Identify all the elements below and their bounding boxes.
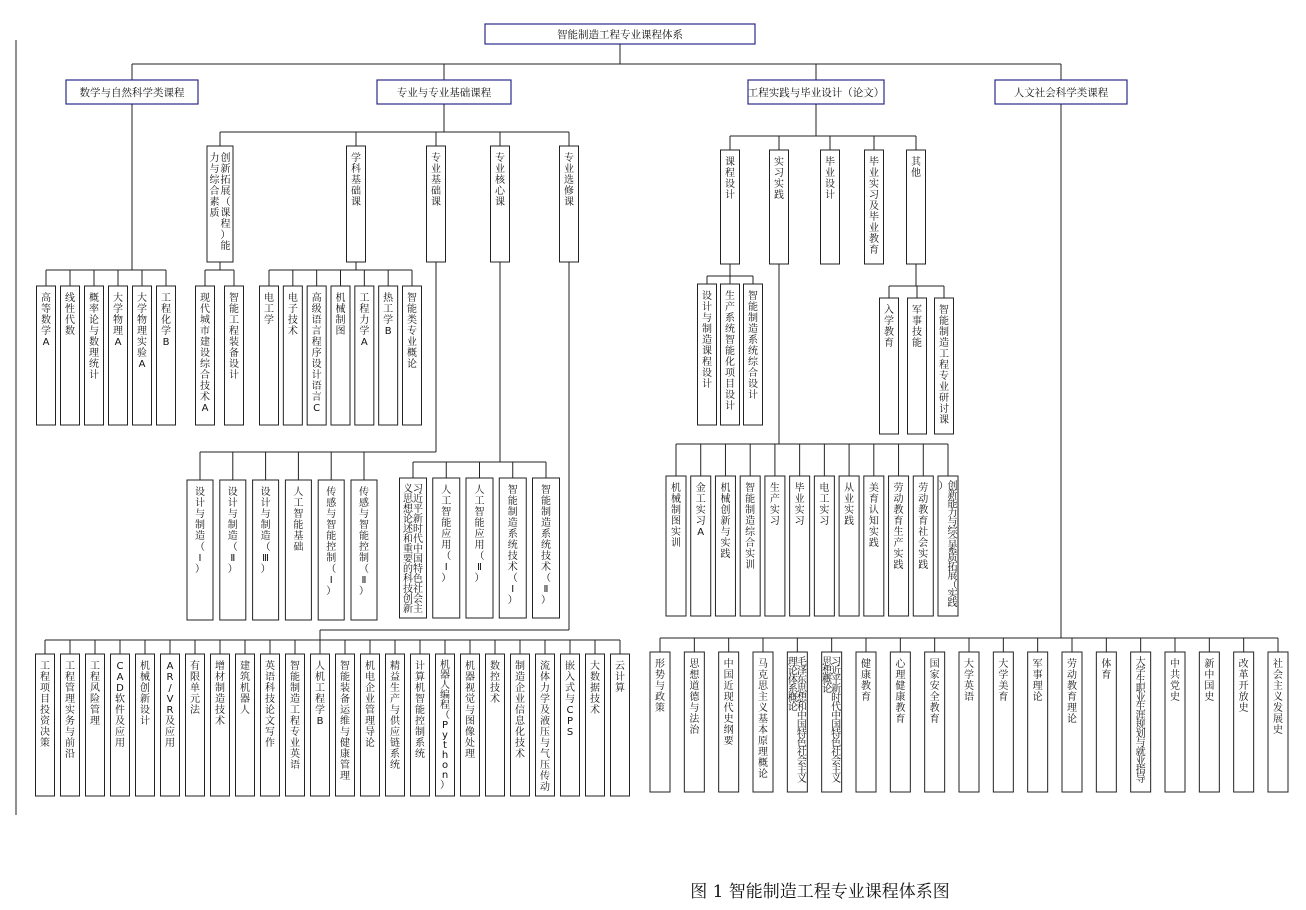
elective-course-18-label: 机器视觉与图像处理 [465,661,475,760]
humanities-course-18-label: 改革开放史 [1238,659,1249,714]
elective-course-18 [461,654,480,796]
humanities-course-10-label: 大学英语 [964,659,974,703]
elective-course-9 [236,654,255,796]
prac-group-3 [821,150,840,264]
humanities-course-1 [650,652,670,792]
internship-3-label: 机械创新与实践 [720,483,731,560]
foundation-course-5 [318,480,344,620]
elective-course-17-label: 机器人编程（ P y t h o n ） [440,660,450,791]
foundation-course-5-label: 传感与智能控制（ Ⅰ ） [326,487,337,597]
humanities-course-19-label: 社会主义发展史 [1273,659,1283,736]
humanities-course-19 [1268,652,1288,792]
internship-5 [765,476,785,616]
other-practice-1-label: 入学教育 [884,305,894,349]
category-prof-label: 专业与专业基础课程 [396,87,492,99]
foundation-course-6 [351,480,377,620]
category-math [66,80,198,104]
humanities-course-12-label: 军事理论 [1032,659,1043,703]
elective-course-20 [511,654,530,796]
humanities-course-16-label: 中共党史 [1170,659,1180,703]
humanities-course-12 [1028,652,1048,792]
discipline-course-1 [260,286,279,425]
elective-course-5-label: 机械创新设计 [140,661,150,727]
elective-course-14-label: 机电企业管理导论 [365,661,375,749]
discipline-course-4 [331,286,350,425]
math-course-5-label: 大学物理实验 A [137,293,147,370]
core-course-3 [466,478,493,618]
discipline-course-2 [283,286,302,425]
elective-course-2-label: 工程管理实务与前沿 [65,661,75,760]
core-course-1 [400,478,427,618]
humanities-course-15 [1131,652,1151,792]
math-course-6 [157,286,176,425]
internship-4-label: 智能制造综合实训 [745,483,756,571]
elective-course-10 [261,654,280,796]
discipline-course-4-label: 机械制图 [335,293,346,337]
elective-course-1 [36,654,55,796]
humanities-course-3-label: 中国近现代史纲要 [723,659,734,747]
category-human [995,80,1127,104]
category-prac-label: 工程实践与毕业设计（论文） [747,87,885,99]
humanities-course-14-label: 体育 [1101,659,1112,681]
discipline-course-3-label: 高级语言程序设计语言 C [311,293,322,414]
elective-course-3-label: 工程风险管理 [90,661,100,727]
internship-10-label: 劳动教育生产实践 [893,483,904,571]
prof-group-4 [491,146,510,262]
humanities-course-8-label: 心理健康教育 [895,659,906,725]
elective-course-10-label: 英语科技论文写作 [265,661,275,749]
foundation-course-2-label: 设计与制造（ Ⅱ ） [227,487,238,575]
category-math-label: 数学与自然科学类课程 [79,87,185,99]
core-course-2 [433,478,460,618]
root-box [485,24,755,44]
discipline-course-5-label: 工程力学 A [359,293,370,348]
humanities-course-11-label: 大学美育 [998,659,1009,703]
internship-6-label: 毕业实习 [794,483,805,527]
core-course-4-label: 智能制造系统技术（ Ⅰ ） [507,485,518,606]
math-course-3-label: 概率论与数理统计 [89,293,99,381]
internship-2-label: 金工实习 A [695,483,706,538]
prac-group-5-label: 其他 [911,157,921,179]
humanities-course-2-label: 思想道德与法治 [689,659,700,736]
humanities-course-7-label: 健康教育 [861,659,871,703]
prac-group-3-label: 毕业设计 [825,157,835,201]
elective-course-23 [586,654,605,796]
prof-group-1-label: 创新拓展（课程）能力与综合素质 [209,153,231,252]
foundation-course-3-label: 设计与制造（ Ⅲ ） [260,487,271,575]
internship-4 [740,476,760,616]
prof-group-3 [427,146,446,262]
elective-course-4-label: C A D 软件及应用 [115,661,125,749]
elective-course-20-label: 制造企业信息化技术 [515,661,525,760]
elective-course-4 [111,654,130,796]
internship-9-label: 美育认知实践 [868,483,879,549]
elective-course-7 [186,654,205,796]
humanities-course-16 [1165,652,1185,792]
humanities-course-13-label: 劳动教育理论 [1067,659,1077,725]
prac-group-4 [865,150,884,264]
humanities-course-6 [822,652,842,792]
other-practice-2 [908,298,927,434]
elective-course-22-label: 嵌入式与 C P S [565,661,575,738]
prof-group-2 [347,146,366,262]
course-design-2-label: 生产系统智能化项目设计 [725,291,735,412]
internship-3 [715,476,735,616]
discipline-course-7 [403,286,422,425]
math-course-2-label: 线性代数 [65,293,75,337]
math-course-3 [85,286,104,425]
category-prac [748,80,885,104]
humanities-course-18 [1234,652,1254,792]
innovation-course-2-label: 智能工程装备设计 [229,293,239,381]
prac-group-1-label: 课程设计 [725,157,735,201]
elective-course-16 [411,654,430,796]
internship-7 [814,476,834,616]
internship-1-label: 机械制图实训 [671,483,681,549]
figure-caption: 图 1 智能制造工程专业课程体系图 [690,882,950,902]
course-design-3-label: 智能制造系统综合设计 [748,291,758,401]
course-design-1 [698,284,717,425]
humanities-course-1-label: 形势与政策 [655,659,665,714]
internship-8 [839,476,859,616]
root-box-label: 智能制造工程专业课程体系 [557,29,683,41]
elective-course-21-label: 流体力学及液压与气压传动 [540,661,550,793]
discipline-course-6-label: 热工学 B [383,293,394,337]
humanities-course-7 [856,652,876,792]
humanities-course-3 [719,652,739,792]
humanities-course-2 [684,652,704,792]
elective-course-12 [311,654,330,796]
prac-group-5 [907,150,926,264]
core-course-1-label: 习近平新时代中国特色社会主义思想论述和重要的科技创新 [403,484,423,615]
math-course-1-label: 高等数学 A [41,293,51,348]
prof-group-1 [207,146,233,262]
course-design-2 [721,284,740,425]
elective-course-19 [486,654,505,796]
humanities-course-5 [787,652,808,792]
elective-course-23-label: 大数据技术 [590,661,600,716]
humanities-course-5-label: 毛泽东思想和中国特色社会主义理论体系概论 [787,657,807,785]
discipline-course-3 [307,286,326,425]
category-human-label: 人文社会科学类课程 [1013,87,1109,99]
core-course-4 [499,478,526,618]
core-course-5-label: 智能制造系统技术（ Ⅱ ） [541,485,551,606]
humanities-course-14 [1096,652,1116,792]
humanities-course-4-label: 马克思主义基本原理概论 [758,659,768,780]
category-prof [377,80,511,104]
elective-course-15-label: 精益生产与供应链系统 [390,661,400,771]
prac-group-1 [721,150,740,264]
foundation-course-1 [187,480,213,620]
elective-course-6-label: A R / V R 及应用 [165,661,175,749]
elective-course-3 [86,654,105,796]
math-course-4-label: 大学物理 A [113,293,123,348]
humanities-course-17 [1199,652,1219,792]
prac-group-2 [770,150,789,264]
foundation-course-4-label: 人工智能基础 [293,487,304,553]
innovation-course-2 [225,286,244,425]
elective-course-24-label: 云计算 [615,661,625,694]
internship-5-label: 生产实习 [769,483,780,527]
internship-8-label: 从业实践 [844,483,855,527]
elective-course-11 [286,654,305,796]
internship-11 [913,476,933,616]
elective-course-22 [561,654,580,796]
core-course-3-label: 人工智能应用（ Ⅱ ） [474,485,485,584]
internship-9 [864,476,884,616]
foundation-course-3 [253,480,279,620]
humanities-course-6-label: 习近平新时代中国特色社会主义思想概论 [822,657,842,785]
humanities-course-11 [993,652,1013,792]
elective-course-1-label: 工程项目投资决策 [40,661,50,749]
prof-group-3-label: 专业基础课 [431,153,441,208]
core-course-5 [533,478,560,618]
core-course-2-label: 人工智能应用（ Ⅰ ） [441,485,452,584]
internship-2 [691,476,711,616]
elective-course-13 [336,654,355,796]
elective-course-6 [161,654,180,796]
internship-6 [790,476,810,616]
humanities-course-10 [959,652,979,792]
internship-12-label: 创新能力与综合素质拓展（实践） [938,481,958,609]
elective-course-8-label: 增材制造技术 [215,661,225,727]
course-design-1-label: 设计与制造课程设计 [702,291,712,390]
elective-course-11-label: 智能制造工程专业英语 [290,661,300,771]
math-course-4 [109,286,128,425]
discipline-course-2-label: 电子技术 [287,293,298,337]
humanities-course-9 [925,652,945,792]
discipline-course-6 [379,286,398,425]
elective-course-13-label: 智能装备运维与健康管理 [340,661,350,782]
foundation-course-1-label: 设计与制造（ Ⅰ ） [195,487,205,575]
humanities-course-13 [1062,652,1082,792]
elective-course-16-label: 计算机智能控制系统 [415,661,425,760]
internship-1 [666,476,686,616]
humanities-course-8 [890,652,910,792]
elective-course-12-label: 人机工程学 B [315,661,325,727]
course-design-3 [744,284,763,425]
discipline-course-7-label: 智能类专业概论 [407,293,417,370]
humanities-course-4 [753,652,773,792]
prof-group-4-label: 专业核心课 [495,153,505,208]
internship-12 [938,476,959,616]
elective-course-14 [361,654,380,796]
foundation-course-4 [285,480,311,620]
humanities-course-9-label: 国家安全教育 [929,659,940,725]
innovation-course-1-label: 现代城市建设综合技术 A [200,293,210,414]
foundation-course-2 [220,480,246,620]
math-course-5 [133,286,152,425]
discipline-course-1-label: 电工学 [264,293,274,326]
elective-course-15 [386,654,405,796]
other-practice-3-label: 智能制造工程专业研讨课 [939,305,949,426]
math-course-2 [61,286,80,425]
prof-group-2-label: 学科基础课 [351,153,361,208]
elective-course-7-label: 有限单元法 [190,661,200,716]
prof-group-5-label: 专业选修课 [564,153,574,208]
math-course-6-label: 工程化学 B [161,293,171,348]
elective-course-19-label: 数控技术 [490,661,500,705]
internship-7-label: 电工实习 [819,483,830,527]
internship-11-label: 劳动教育社会实践 [918,483,929,571]
discipline-course-5 [355,286,374,425]
elective-course-5 [136,654,155,796]
other-practice-3 [935,298,954,434]
internship-10 [889,476,909,616]
foundation-course-6-label: 传感与智能控制（ Ⅱ ） [359,487,369,597]
other-practice-2-label: 军事技能 [912,305,922,349]
other-practice-1 [880,298,899,434]
elective-course-21 [536,654,555,796]
elective-course-2 [61,654,80,796]
math-course-1 [37,286,56,425]
elective-course-17 [436,654,455,796]
elective-course-8 [211,654,230,796]
prac-group-2-label: 实习实践 [774,157,784,201]
prac-group-4-label: 毕业实习及毕业教育 [869,157,879,256]
elective-course-9-label: 建筑机器人 [240,661,250,716]
innovation-course-1 [196,286,215,425]
prof-group-5 [560,146,579,262]
elective-course-24 [611,654,630,796]
humanities-course-17-label: 新中国史 [1204,659,1215,703]
humanities-course-15-label: 大学生职业生涯规划与就业指导 [1135,657,1146,785]
